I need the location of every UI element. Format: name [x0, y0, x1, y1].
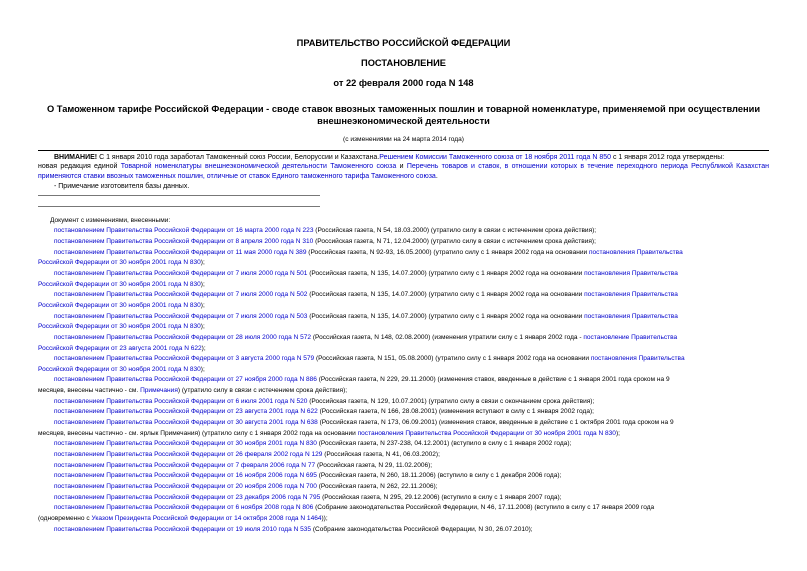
amendment-item: [38, 397, 769, 408]
amendment-item: [38, 269, 769, 290]
amendment-details: (Российская газета, N 135, 14.07.2000) (утратило силу с 1 января 2002 года на основании: [307, 269, 585, 277]
amendment-item: [38, 248, 769, 269]
amendment-item: [38, 312, 769, 333]
amendment-tail: ) (утратило силу в связи с истечением срока действия);: [177, 387, 348, 395]
amendment-line: [38, 471, 769, 482]
amendment-link[interactable]: постановлением Правительства Российской Федерации от 23 августа 2001 года N 622: [54, 408, 318, 416]
amendment-line: [38, 269, 769, 280]
amendment-basis-link-continued[interactable]: Российской Федерации от 30 ноября 2001 года N 830: [38, 365, 201, 373]
amendment-basis-link-continued[interactable]: Российской Федерации от 23 августа 2001 года N 622: [38, 344, 202, 352]
amendment-link[interactable]: постановлением Правительства Российской Федерации от 28 июля 2000 года N 572: [54, 333, 312, 341]
amendment-line: [38, 354, 769, 365]
amendment-item: [38, 407, 769, 418]
amendment-item: [38, 461, 769, 472]
amendment-item: [38, 237, 769, 248]
amendment-line: [38, 226, 769, 237]
amendment-link[interactable]: постановлением Правительства Российской Федерации от 6 ноября 2008 года N 806: [54, 504, 314, 512]
amendment-basis-link[interactable]: постановления Правительства: [584, 312, 678, 320]
amendment-line-continued: [38, 344, 769, 355]
amendment-details: (Российская газета, N 41, 06.03.2002);: [322, 451, 440, 459]
amendment-link[interactable]: постановлением Правительства Российской Федерации от 7 июля 2000 года N 501: [54, 269, 308, 277]
amendment-line: [38, 290, 769, 301]
warning-label: ВНИМАНИЕ!: [54, 154, 98, 161]
amendment-details: (Российская газета, N 173, 06.09.2001) (изменения ставок, введенные в действие с 1 октября 2001 года сроком на 9: [317, 419, 674, 427]
title-line-1: О Таможенном тарифе Российской Федерации - своде ставок ввозных таможенных пошлин и товарной номенклатуре, применяемой при осуществлении: [46, 104, 761, 114]
amendment-basis-link[interactable]: постановления Правительства: [584, 291, 678, 299]
amendment-line-continued: [38, 301, 769, 312]
amendment-details-continued: месяцев, внесены частично - см. ярлык Примечания) (утратило силу с 1 января 2002 года на основании: [38, 429, 358, 437]
amendment-item: [38, 354, 769, 375]
amendment-line: [38, 375, 769, 386]
amendment-line: [38, 482, 769, 493]
amendment-history: [38, 216, 769, 536]
warning-text-1: С 1 января 2010 года заработал Таможенный союз России, Белоруссии и Казахстана.: [97, 154, 380, 161]
revision-note: (с изменениями на 24 марта 2014 года): [343, 136, 464, 143]
warning-text-3: новая редакция единой: [38, 163, 121, 171]
amendment-basis-link[interactable]: постановление Правительства: [583, 333, 678, 341]
amendment-reference-link[interactable]: постановления Правительства Российской Федерации от 30 ноября 2001 года N 830: [357, 429, 616, 437]
amendment-line: [38, 461, 769, 472]
amendment-line-continued: [38, 322, 769, 333]
amendment-line-continued: [38, 514, 769, 525]
amendment-details: (Российская газета, N 260, 18.11.2006) (вступило в силу с 1 декабря 2006 года);: [316, 472, 562, 480]
amendment-item: [38, 450, 769, 461]
amendment-item: [38, 226, 769, 237]
warning-block: [38, 150, 769, 181]
amendment-link[interactable]: постановлением Правительства Российской Федерации от 20 ноября 2006 года N 700: [54, 483, 317, 491]
amendment-line: [38, 312, 769, 323]
amendment-link[interactable]: постановлением Правительства Российской Федерации от 3 августа 2000 года N 579: [54, 355, 315, 363]
amendment-basis-link-continued[interactable]: Российской Федерации от 30 ноября 2001 года N 830: [38, 323, 201, 331]
amendment-history-intro: Документ с изменениями, внесенными:: [50, 216, 171, 224]
amendment-link[interactable]: постановлением Правительства Российской Федерации от 6 июля 2001 года N 520: [54, 397, 308, 405]
amendment-item: [38, 333, 769, 354]
warning-text-5: .: [435, 172, 438, 180]
database-note: - Примечание изготовителя базы данных.: [54, 183, 190, 191]
divider: [38, 206, 320, 207]
amendment-tail: );: [615, 429, 620, 437]
amendment-basis-link[interactable]: постановления Правительства: [588, 248, 683, 256]
amendment-line: [38, 439, 769, 450]
amendment-tail: ));: [321, 515, 328, 522]
amendment-link[interactable]: постановлением Правительства Российской Федерации от 11 мая 2000 года N 389: [54, 248, 307, 256]
title-line-2: внешнеэкономической деятельности: [317, 116, 490, 126]
amendment-basis-link-continued[interactable]: Российской Федерации от 30 ноября 2001 года N 830: [38, 280, 201, 288]
amendment-basis-link-continued[interactable]: Российской Федерации от 30 ноября 2001 года N 830: [38, 259, 201, 267]
amendment-link[interactable]: постановлением Правительства Российской Федерации от 7 февраля 2006 года N 77: [54, 461, 316, 469]
amendment-line: [38, 237, 769, 248]
amendment-details: (Российская газета, N 92-93, 16.05.2000) (утратило силу с 1 января 2002 года на основании: [306, 248, 589, 256]
amendment-line-continued: [38, 386, 769, 397]
amendment-link[interactable]: постановлением Правительства Российской Федерации от 7 июля 2000 года N 502: [54, 291, 308, 299]
amendment-details: (Российская газета, N 237-238, 04.12.2001) (вступило в силу с 1 января 2002 года);: [316, 440, 572, 448]
amendment-reference-link[interactable]: Указом Президента Российской Федерации от 14 октября 2008 года N 1464: [91, 515, 322, 522]
amendment-basis-link[interactable]: постановления Правительства: [584, 269, 678, 277]
amendment-tail: );: [200, 323, 205, 331]
amendment-details: (Российская газета, N 166, 28.08.2001) (изменения вступают в силу с 1 января 2002 года);: [317, 408, 595, 416]
amendment-item: [38, 375, 769, 396]
amendment-details: (Российская газета, N 29, 11.02.2006);: [315, 461, 433, 469]
amendment-line: [38, 407, 769, 418]
amendment-details: (Российская газета, N 54, 18.03.2000) (утратило силу в связи с истечением срока действия);: [313, 227, 597, 235]
amendment-link[interactable]: постановлением Правительства Российской Федерации от 23 декабря 2006 года N 795: [54, 493, 321, 501]
amendment-item: [38, 482, 769, 493]
amendment-line-continued: [38, 365, 769, 376]
warning-link-commission-decision[interactable]: Решением Комиссии Таможенного союза от 18 ноября 2011 года N 850: [379, 154, 612, 161]
amendment-link[interactable]: постановлением Правительства Российской Федерации от 16 марта 2000 года N 223: [54, 227, 314, 235]
amendment-details: (Российская газета, N 151, 05.08.2000) (утратило силу с 1 января 2002 года на основании: [314, 355, 591, 363]
amendment-link[interactable]: постановлением Правительства Российской Федерации от 27 ноября 2000 года N 886: [54, 376, 317, 384]
amendment-link[interactable]: постановлением Правительства Российской Федерации от 16 ноября 2006 года N 695: [54, 472, 317, 480]
amendment-line-continued: [38, 258, 769, 269]
amendment-details: (Российская газета, N 71, 12.04.2000) (утратило силу в связи с истечением срока действия);: [313, 237, 596, 245]
amendment-details-continued: месяцев, внесены частично - см.: [38, 387, 141, 395]
amendment-details: (Российская газета, N 135, 14.07.2000) (утратило силу с 1 января 2002 года на основании: [307, 291, 585, 299]
amendment-line: [38, 503, 769, 514]
amendment-line: [38, 418, 769, 429]
amendment-item: [38, 471, 769, 482]
amendment-line: [38, 493, 769, 504]
amendment-details-continued: (одновременно с: [38, 515, 92, 522]
amendment-line: [38, 525, 769, 536]
document-title: [38, 103, 769, 127]
amendment-line: [38, 397, 769, 408]
amendment-item: [38, 525, 769, 536]
amendment-tail: );: [200, 280, 205, 288]
amendment-item: [38, 503, 769, 524]
amendment-reference-link[interactable]: Примечания: [140, 387, 178, 395]
warning-text-4: и: [396, 163, 407, 171]
amendment-item: [38, 418, 769, 439]
amendment-tail: );: [200, 259, 205, 267]
warning-link-goods-list[interactable]: Перечень товаров и ставок, в отношении которых в течение переходного периода Республикой Казахстан применяются ставки ввозных таможенных пошлин, отличные от ставок Единого таможенного тарифа Таможенного союза: [38, 163, 769, 180]
amendment-details: (Российская газета, N 148, 02.08.2000) (изменения утратили силу с 1 января 2002 года -: [311, 333, 584, 341]
amendment-line-continued: [38, 429, 769, 440]
amendment-link[interactable]: постановлением Правительства Российской Федерации от 19 июля 2010 года N 535: [54, 525, 312, 533]
amendment-tail: );: [200, 301, 205, 309]
amendment-basis-link-continued[interactable]: Российской Федерации от 30 ноября 2001 года N 830: [38, 301, 201, 309]
amendment-details: (Российская газета, N 229, 29.11.2000) (изменения ставок, введенные в действие с 1 января 2001 года сроком на 9: [316, 376, 670, 384]
amendment-link[interactable]: постановлением Правительства Российской Федерации от 7 июля 2000 года N 503: [54, 312, 308, 320]
amendment-details: (Собрание законодательства Российской Федерации, N 30, 26.07.2010);: [311, 525, 533, 533]
amendment-line: [38, 248, 769, 259]
amendment-tail: );: [201, 344, 206, 352]
amendment-details: (Российская газета, N 129, 10.07.2001) (утратило силу в связи с окончанием срока действия);: [307, 397, 595, 405]
amendment-basis-link[interactable]: постановления Правительства: [590, 355, 685, 363]
document-kind: ПОСТАНОВЛЕНИЕ: [361, 58, 446, 68]
amendment-item: [38, 439, 769, 450]
amendment-line: [38, 450, 769, 461]
amendment-details: (Собрание законодательства Российской Федерации, N 46, 17.11.2008) (вступило в силу с 17 января 2009 года: [313, 504, 655, 512]
amendment-link[interactable]: постановлением Правительства Российской Федерации от 26 февраля 2002 года N 129: [54, 451, 323, 459]
document-date-number: от 22 февраля 2000 года N 148: [333, 78, 474, 88]
amendment-line-continued: [38, 280, 769, 291]
amendment-details: (Российская газета, N 295, 29.12.2006) (вступило в силу с 1 января 2007 года);: [320, 493, 562, 501]
amendment-list: [38, 226, 769, 535]
amendment-details: (Российская газета, N 135, 14.07.2000) (утратило силу с 1 января 2002 года на основании: [307, 312, 585, 320]
government-heading: ПРАВИТЕЛЬСТВО РОССИЙСКОЙ ФЕДЕРАЦИИ: [296, 38, 511, 48]
amendment-details: (Российская газета, N 262, 22.11.2006);: [316, 483, 438, 491]
warning-link-nomenclature[interactable]: Товарной номенклатуры внешнеэкономической деятельности Таможенного союза: [120, 163, 397, 171]
warning-text-2: с 1 января 2012 года утверждены:: [611, 154, 725, 161]
amendment-item: [38, 290, 769, 311]
amendment-line: [38, 333, 769, 344]
amendment-link[interactable]: постановлением Правительства Российской Федерации от 30 августа 2001 года N 638: [54, 419, 318, 427]
amendment-link[interactable]: постановлением Правительства Российской Федерации от 8 апреля 2000 года N 310: [54, 237, 314, 245]
divider: [38, 195, 320, 196]
amendment-item: [38, 493, 769, 504]
amendment-tail: );: [200, 365, 205, 373]
amendment-link[interactable]: постановлением Правительства Российской Федерации от 30 ноября 2001 года N 830: [54, 440, 317, 448]
